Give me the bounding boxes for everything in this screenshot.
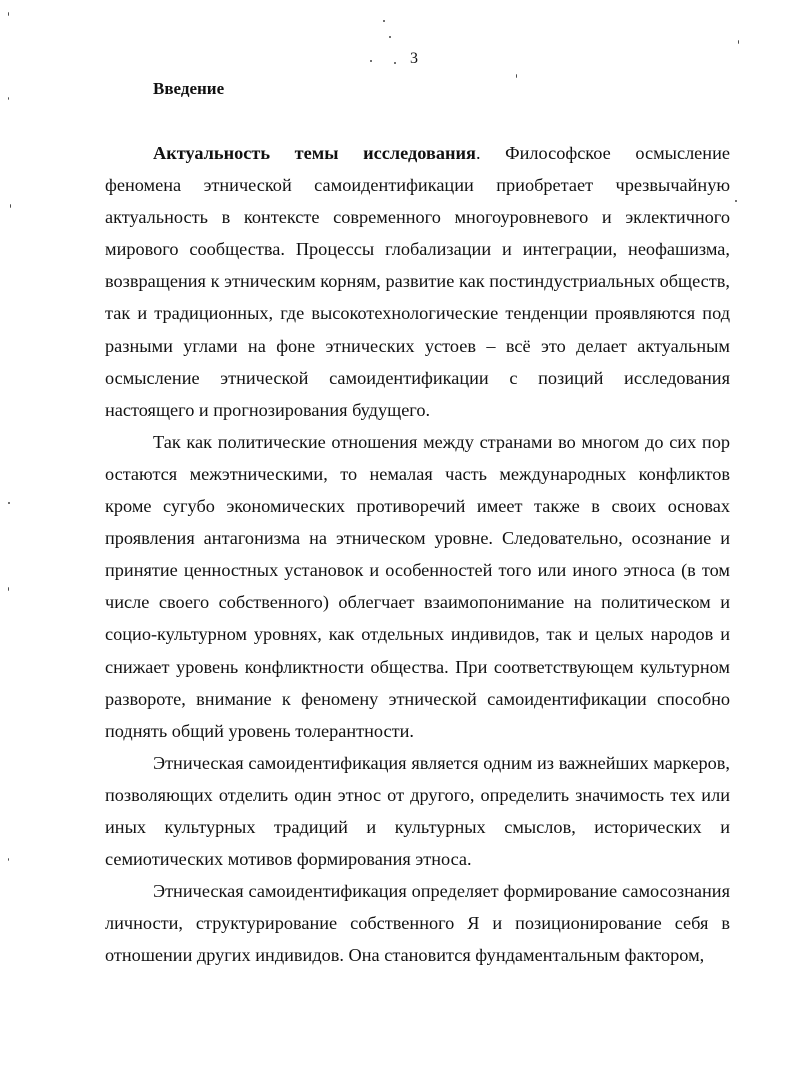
scan-speck: [8, 587, 9, 591]
scan-speck: [383, 20, 385, 22]
scan-speck: [735, 200, 737, 202]
scan-speck: [8, 12, 9, 16]
scan-speck: [389, 36, 391, 38]
paragraph-text: . Философское осмысление феномена этнической самоидентификации приобретает чрезвычайную актуальность в контексте современного многоуровневого и эклектичного мирового сообщества. Процессы глобализации и интеграции, неофашизма, возвращения к этническим корням, развитие как постиндустриальных обществ, так и традиционных, где высокотехнологические тенденции проявляются под разными углами на фоне этнических устоев – всё это делает актуальным осмысление этнической самоидентификации с позиций исследования настоящего и прогнозирования будущего.: [105, 143, 730, 420]
paragraph: Этническая самоидентификация определяет формирование самосознания личности, структурирование собственного Я и позиционирование себя в отношении других индивидов. Она становится фундаментальным фактором,: [105, 881, 730, 966]
scan-speck: [516, 74, 517, 78]
paragraph: [105, 137, 730, 426]
scan-speck: [738, 40, 739, 44]
body-text: [105, 137, 730, 971]
scan-speck: [394, 62, 396, 64]
section-heading: Введение: [153, 79, 225, 98]
scan-speck: [8, 858, 9, 861]
scan-speck: [8, 502, 10, 504]
scan-speck: [10, 204, 11, 208]
paragraph-lead: Актуальность темы исследования: [153, 143, 476, 163]
scan-speck: [8, 97, 9, 100]
paragraph: Так как политические отношения между странами во многом до сих пор остаются межэтническими, то немалая часть международных конфликтов кроме сугубо экономических противоречий имеет также в своих основах проявления антагонизма на этническом уровне. Следовательно, осознание и принятие ценностных установок и особенностей того или иного этноса (в том числе своего собственного) облегчает взаимопонимание на политическом и социо-культурном уровнях, как отдельных индивидов, так и целых народов и снижает уровень конфликтности общества. При соответствующем культурном развороте, внимание к феномену этнической самоидентификации способно поднять общий уровень толерантности.: [105, 431, 730, 741]
scan-speck: [370, 60, 372, 62]
paragraph: Этническая самоидентификация является одним из важнейших маркеров, позволяющих отделить один этнос от другого, определить значимость тех или иных культурных традиций и культурных смыслов, исторических и семиотических мотивов формирования этноса.: [105, 752, 730, 870]
page-number: 3: [410, 50, 418, 67]
